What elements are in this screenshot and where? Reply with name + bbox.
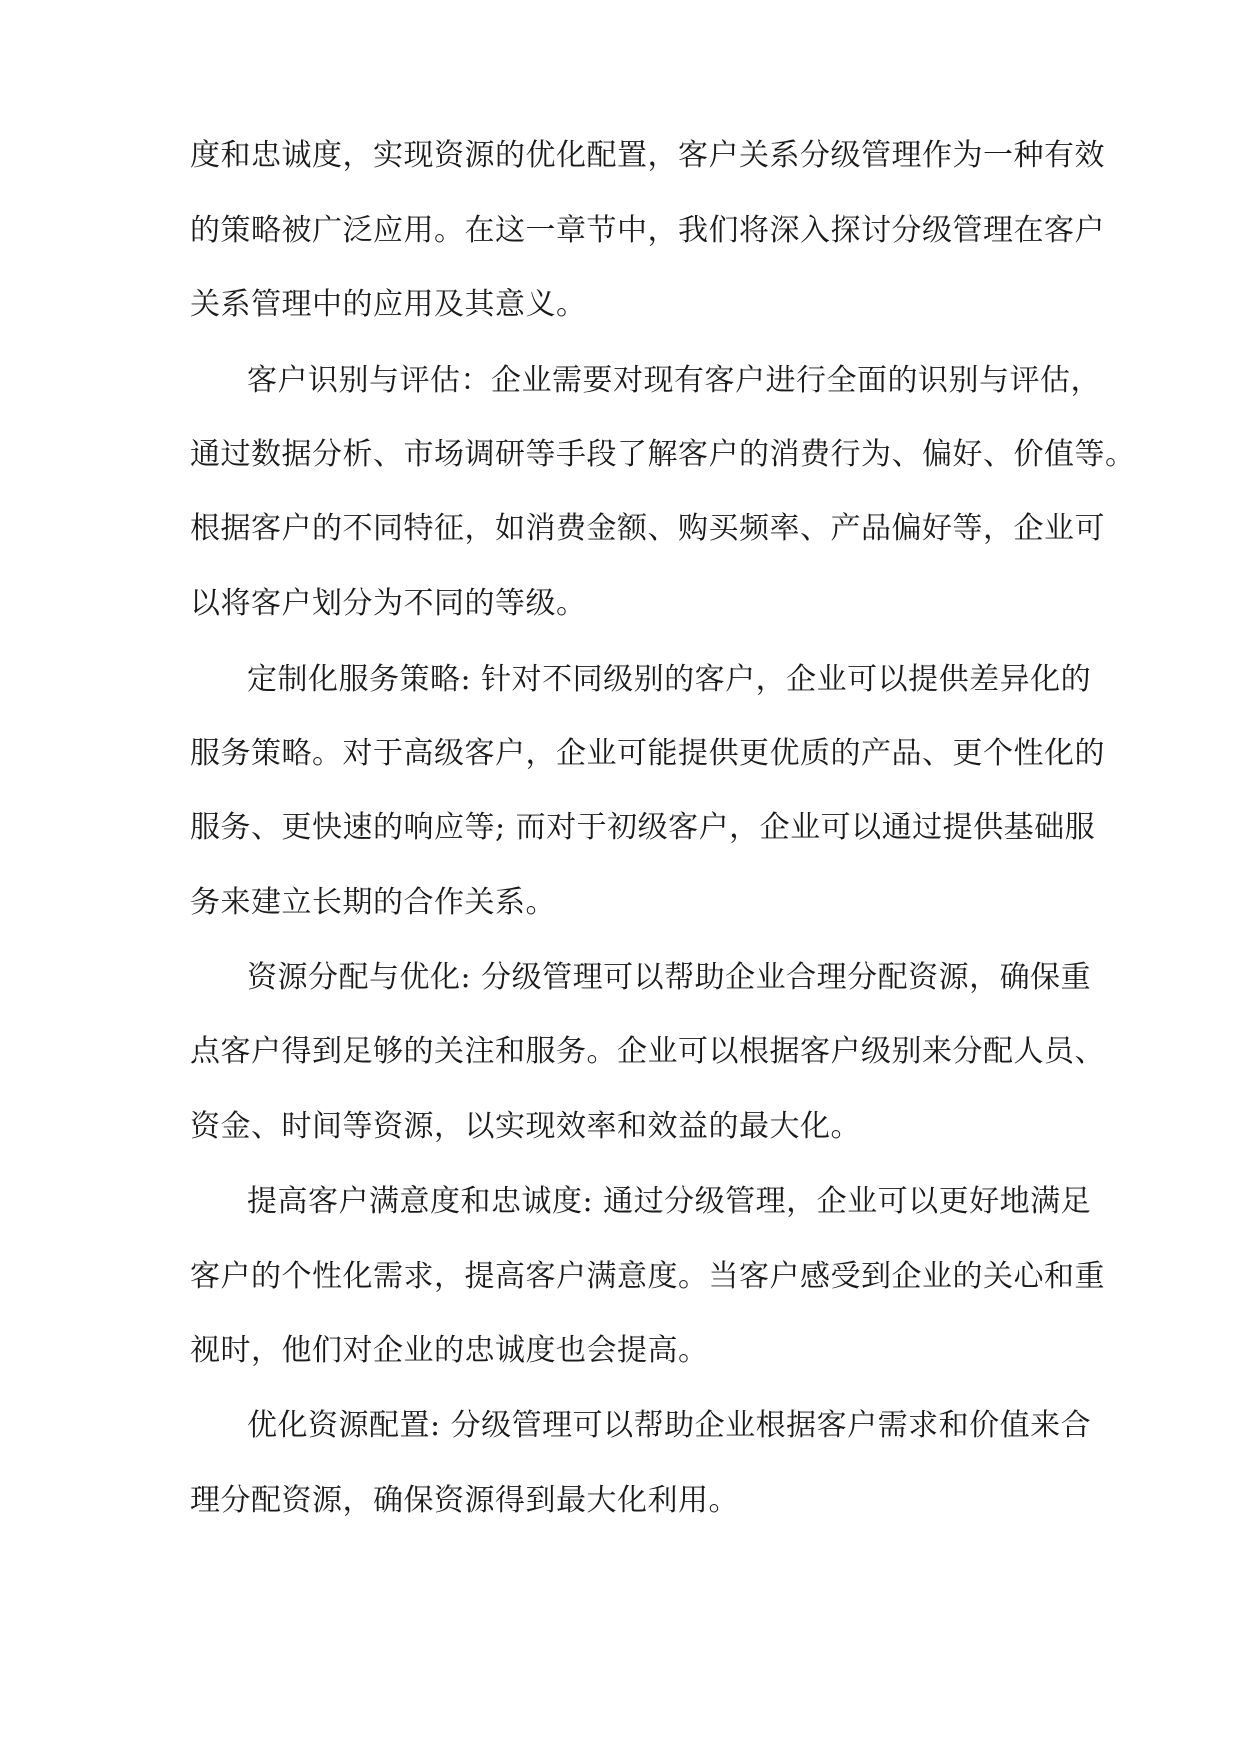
text-line: 客户的个性化需求，提高客户满意度。当客户感受到企业的关心和重 [190, 1259, 1105, 1294]
text-line: 务来建立长期的合作关系。 [190, 885, 556, 920]
text-line: 通过数据分析、市场调研等手段了解客户的消费行为、偏好、价值等。 [190, 437, 1136, 472]
text-line: 资金、时间等资源，以实现效率和效益的最大化。 [190, 1109, 861, 1144]
text-line: 关系管理中的应用及其意义。 [190, 287, 587, 322]
text-line: 服务策略。对于高级客户，企业可能提供更优质的产品、更个性化的 [190, 736, 1105, 771]
text-line: 以将客户划分为不同的等级。 [190, 586, 587, 621]
text-line: 的策略被广泛应用。在这一章节中，我们将深入探讨分级管理在客户 [190, 213, 1105, 248]
text-line: 服务、更快速的响应等; 而对于初级客户，企业可以通过提供基础服 [190, 810, 1096, 845]
text-line: 点客户得到足够的关注和服务。企业可以根据客户级别来分配人员、 [190, 1034, 1105, 1069]
paragraph-first-line: 优化资源配置: 分级管理可以帮助企业根据客户需求和价值来合 [247, 1408, 1092, 1443]
text-line: 度和忠诚度，实现资源的优化配置，客户关系分级管理作为一种有效 [190, 138, 1105, 173]
text-line: 理分配资源，确保资源得到最大化利用。 [190, 1483, 739, 1518]
text-line: 根据客户的不同特征，如消费金额、购买频率、产品偏好等，企业可 [190, 511, 1105, 546]
paragraph-first-line: 资源分配与优化: 分级管理可以帮助企业合理分配资源，确保重 [247, 960, 1092, 995]
paragraph-first-line: 提高客户满意度和忠诚度: 通过分级管理，企业可以更好地满足 [247, 1184, 1092, 1219]
text-line: 视时，他们对企业的忠诚度也会提高。 [190, 1333, 709, 1368]
paragraph-first-line: 客户识别与评估：企业需要对现有客户进行全面的识别与评估， [247, 363, 1101, 398]
paragraph-first-line: 定制化服务策略: 针对不同级别的客户，企业可以提供差异化的 [247, 662, 1092, 697]
